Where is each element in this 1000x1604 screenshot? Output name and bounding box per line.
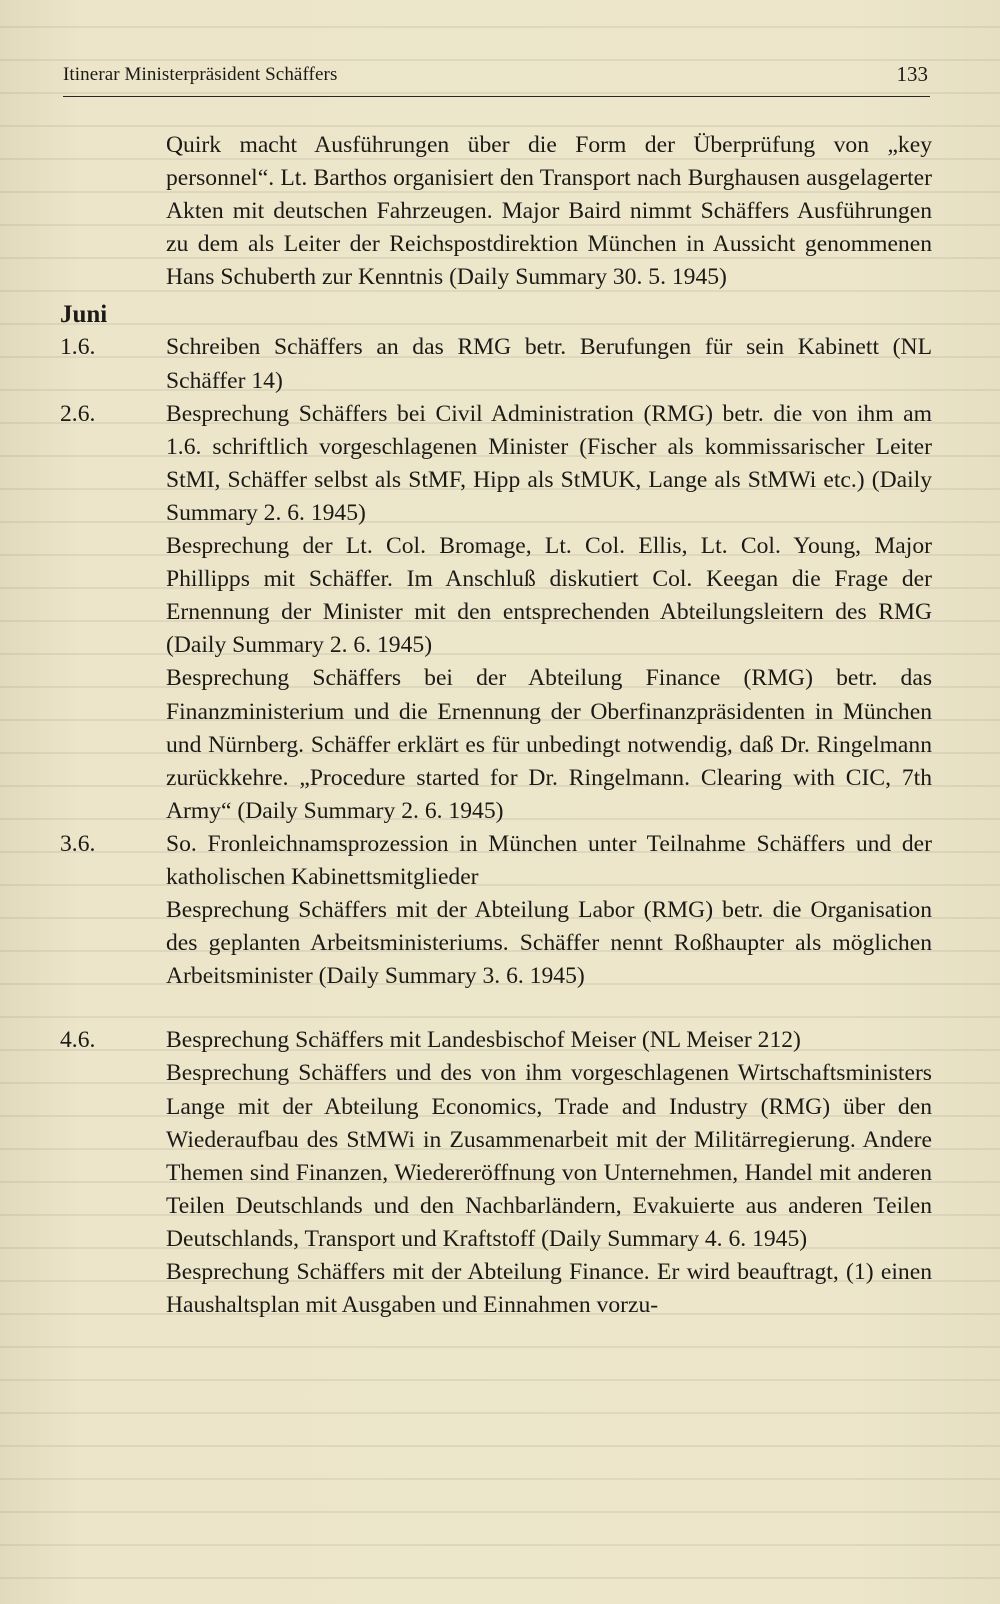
entry-paragraph: Besprechung Schäffers und des von ihm vorgeschlagenen Wirtschaftsministers Lange mit der Abteilung Economics, Trade and Industry (RMG) über den Wiederaufbau des StMWi in Zusammenarbeit mit der Militärregierung. Andere Themen sind Finanzen, Wiedereröffnung von Unternehmen, Handel mit anderen Teilen Deutschlands und den Nachbarländern, Evakuierte aus anderen Teilen Deutschlands, Transport und Kraftstoff (Daily Summary 4. 6. 1945) — [166, 1060, 932, 1252]
entry-date: 1.6. — [60, 334, 96, 361]
entry-date: 3.6. — [60, 830, 96, 857]
entry-paragraph: Besprechung Schäffers bei der Abteilung Finance (RMG) betr. das Finanzministerium und die Ernennung der Oberfinanzpräsidenten in München und Nürnberg. Schäffer erklärt es für unbedingt notwendig, daß Dr. Ringelmann zurückkehre. „Procedure started for Dr. Ringelmann. Clearing with CIC, 7th Army“ (Daily Summary 2. 6. 1945) — [166, 665, 932, 824]
continued-paragraph: Quirk macht Ausführungen über die Form der Überprüfung von „key personnel“. Lt. Barthos organisiert den Transport nach Burghausen ausgelagerter Akten mit deutschen Fahrzeugen. Major Baird nimmt Schäffers Ausführungen zu dem als Leiter der Reichspostdirektion München in Aussicht genommenen Hans Schuberth zur Kenntnis (Daily Summary 30. 5. 1945) — [166, 132, 932, 291]
entry-paragraph: Schreiben Schäffers an das RMG betr. Berufungen für sein Kabinett (NL Schäffer 14) — [166, 334, 932, 394]
entry-date: 2.6. — [60, 400, 96, 427]
entry-date: 4.6. — [60, 1027, 96, 1054]
entry-paragraph: Besprechung Schäffers mit der Abteilung Finance. Er wird beauftragt, (1) einen Haushaltsplan mit Ausgaben und Einnahmen vorzu- — [166, 1259, 932, 1319]
entry-paragraph: Besprechung Schäffers mit Landesbischof Meiser (NL Meiser 212) — [166, 1027, 801, 1054]
entry-paragraph: Besprechung der Lt. Col. Bromage, Lt. Col. Ellis, Lt. Col. Young, Major Phillipps mit Schäffer. Im Anschluß diskutiert Col. Keegan die Frage der Ernennung der Minister mit den entsprechenden Abteilungsleitern des RMG (Daily Summary 2. 6. 1945) — [166, 533, 932, 659]
itinerary-entry-4-6 — [60, 1024, 932, 1322]
running-header — [63, 62, 930, 97]
itinerary-entry-3-6 — [60, 828, 932, 993]
itinerary-entry-2-6 — [60, 398, 932, 828]
month-heading: Juni — [60, 301, 108, 329]
body-text — [60, 129, 932, 1322]
entry-paragraph: So. Fronleichnamsprozession in München unter Teilnahme Schäffers und der katholischen Kabinettsmitglieder — [166, 830, 932, 890]
entry-paragraph: Besprechung Schäffers bei Civil Administration (RMG) betr. die von ihm am 1.6. schriftlich vorgeschlagenen Minister (Fischer als kommissarischer Leiter StMI, Schäffer selbst als StMF, Hipp als StMUK, Lange als StMWi etc.) (Daily Summary 2. 6. 1945) — [166, 400, 932, 526]
section-gap — [60, 993, 932, 1024]
entry-paragraph: Besprechung Schäffers mit der Abteilung Labor (RMG) betr. die Organisation des geplanten Arbeitsministeriums. Schäffer nennt Roßhaupter als möglichen Arbeitsminister (Daily Summary 3. 6. 1945) — [166, 897, 932, 990]
itinerary-entry-1-6 — [60, 331, 932, 397]
page-number: 133 — [896, 62, 928, 86]
running-title: Itinerar Ministerpräsident Schäffers — [63, 64, 338, 85]
